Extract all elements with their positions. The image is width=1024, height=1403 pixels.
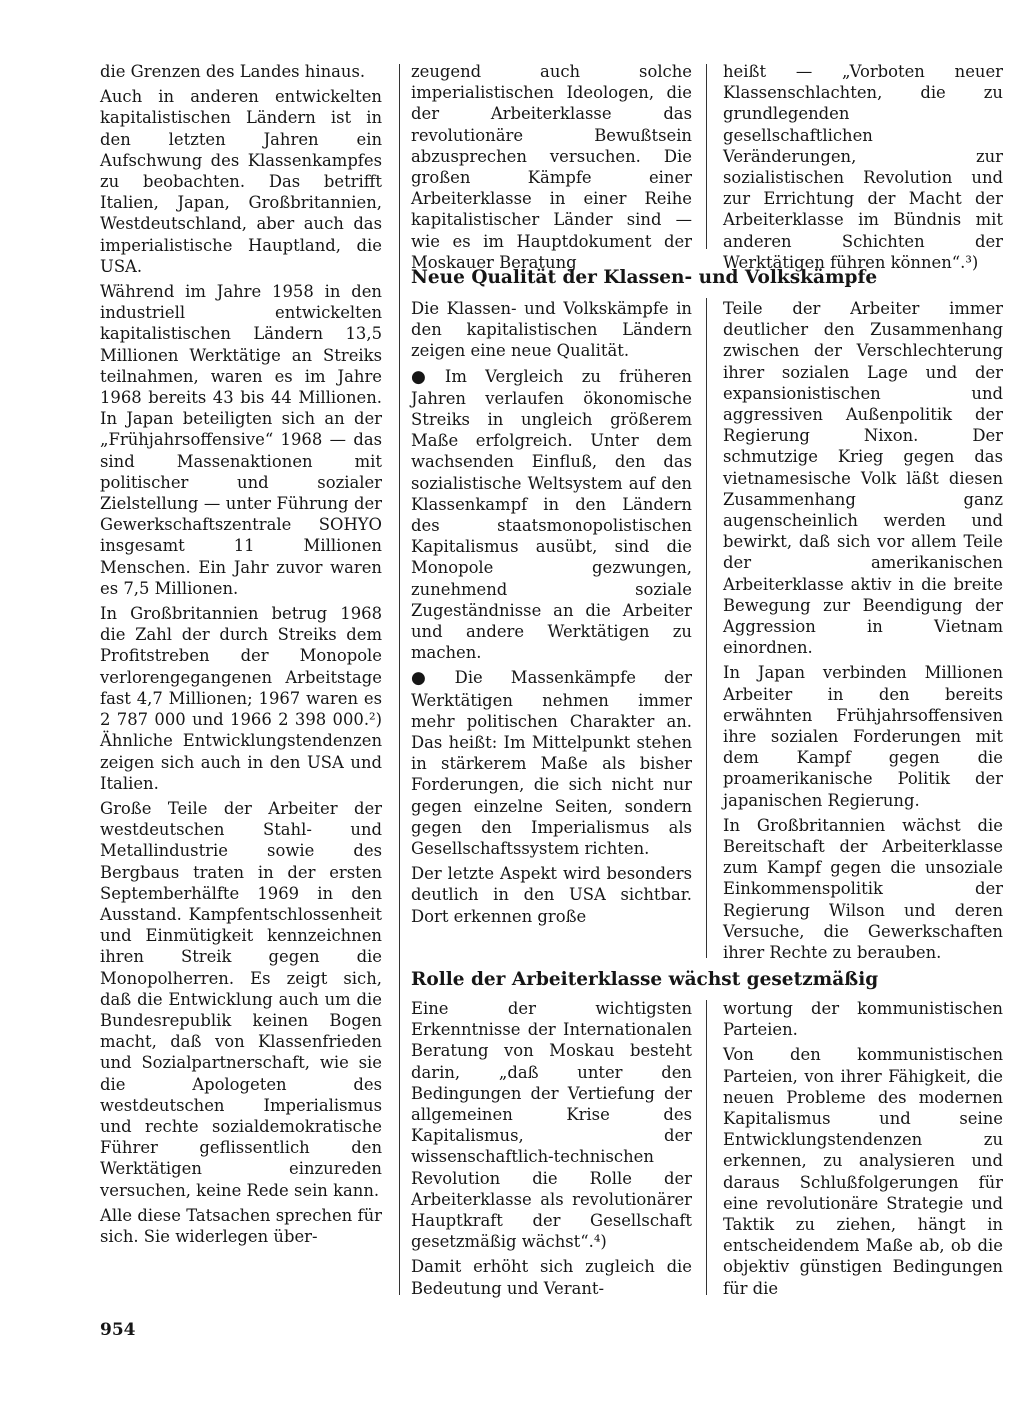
paragraph: Teile der Arbeiter immer deutlicher den Zusammenhang zwischen der Verschlechterung ihrer sozialen Lage und der expansionistischen und aggressiven Außenpolitik der Regierung Nixon. Der schmutzige Krieg gegen das vietnamesische Volk läßt diesen Zusammenhang ganz augenscheinlich werden und bewirkt, daß sich vor allem Teile der amerikanischen Arbeiterklasse aktiv in die breite Bewegung zur Beendigung der Aggression in Vietnam einordnen. (723, 299, 1003, 658)
section-heading: Rolle der Arbeiterklasse wächst gesetzmäßig (411, 969, 879, 990)
paragraph: Der letzte Aspekt wird besonders deutlich in den USA sichtbar. Dort erkennen große (411, 864, 692, 926)
paragraph: In Japan verbinden Millionen Arbeiter in den bereits erwähnten Frühjahrsoffensiven ihre sozialen Forderungen mit dem Kampf gegen die proamerikanische Politik der japanischen Regierung. (723, 663, 1003, 810)
paragraph: Auch in anderen entwickelten kapitalistischen Ländern ist in den letzten Jahren ein Aufschwung des Klassenkampfes zu beobachten. Das betrifft Italien, Japan, Großbritannien, Westdeutschland, aber auch das imperialistische Hauptland, die USA. (100, 87, 382, 276)
column-2-middle (411, 298, 692, 931)
paragraph: heißt — „Vorboten neuer Klassenschlachten, die zu grundlegenden gesellschaftlichen Veränderungen, zur sozialistischen Revolution und zur Errichtung der Macht der Arbeiterklasse im Bündnis mit anderen Schichten der Werktätigen führen können“.³) (723, 62, 1003, 272)
column-3-top (723, 61, 1003, 277)
paragraph: Von den kommunistischen Parteien, von ihrer Fähigkeit, die neuen Probleme des modernen Kapitalismus und seine Entwicklungstendenzen zu erkennen, zu analysieren und daraus Schlußfolgerungen für eine revolutionäre Strategie und Taktik zu ziehen, hängt in entscheidendem Maße ab, ob die objektiv günstigen Bedingungen für die (723, 1045, 1003, 1298)
column-3-bottom (723, 998, 1003, 1303)
paragraph: Damit erhöht sich zugleich die Bedeutung und Verant- (411, 1257, 692, 1298)
paragraph: Alle diese Tatsachen sprechen für sich. Sie widerlegen über- (100, 1205, 382, 1246)
paragraph: Eine der wichtigsten Erkenntnisse der Internationalen Beratung von Moskau besteht darin, „daß unter den Bedingungen der Vertiefung der allgemeinen Krise des Kapitalismus, der wissenschaftlich-technischen Revolution die Rolle der Arbeiterklasse als revolutionärer Hauptkraft der Gesellschaft gesetzmäßig wächst“.⁴) (411, 999, 692, 1252)
column-rule (706, 64, 707, 249)
paragraph: zeugend auch solche imperialistischen Ideologen, die der Arbeiterklasse das revolutionäre Bewußtsein abzusprechen versuchen. Die großen Kämpfe einer Arbeiterklasse in einer Reihe kapitalistischer Länder sind — wie es im Hauptdokument der Moskauer Beratung (411, 62, 692, 272)
page-number: 954 (100, 1320, 136, 1340)
column-1 (100, 61, 382, 1251)
bullet-icon: ● (411, 668, 449, 689)
bullet-paragraph (411, 667, 692, 859)
column-rule (399, 64, 400, 1295)
bullet-icon: ● (411, 366, 439, 387)
paragraph-text: Im Vergleich zu früheren Jahren verlaufen ökonomische Streiks in ungleich größerem Maße erfolgreich. Unter dem wachsenden Einfluß, den das sozialistische Weltsystem auf den Klassenkampf in den Ländern des staatsmonopolistischen Kapitalismus ausübt, sind die Monopole gezwungen, zunehmend soziale Zugeständnisse an die Arbeiter und andere Werktätigen zu machen. (411, 366, 692, 663)
column-rule (706, 1000, 707, 1295)
bullet-paragraph (411, 366, 692, 664)
column-2-bottom (411, 998, 692, 1303)
paragraph: Große Teile der Arbeiter der westdeutschen Stahl- und Metallindustrie sowie des Bergbaus traten in der ersten Septemberhälfte 1969 in den Ausstand. Kampfentschlossenheit und Einmütigkeit kennzeichnen ihren Streik gegen die Monopolherren. Es zeigt sich, daß die Entwicklung auch um die Bundesrepublik keinen Bogen macht, daß von Klassenfrieden und Sozialpartnerschaft, wie sie die Apologeten des westdeutschen Imperialismus und rechte sozialdemokratische Führer geflissentlich den Werktätigen einzureden versuchen, keine Rede sein kann. (100, 798, 382, 1200)
paragraph: Während im Jahre 1958 in den industriell entwickelten kapitalistischen Ländern 13,5 Millionen Werktätige an Streiks teilnahmen, waren es im Jahre 1968 bereits 43 bis 44 Millionen. In Japan beteiligten sich an der „Frühjahrsoffensive“ 1968 — das sind Massenaktionen mit politischer und sozialer Zielstellung — unter Führung der Gewerkschaftszentrale SOHYO insgesamt 11 Millionen Menschen. Ein Jahr zuvor waren es 7,5 Millionen. (100, 282, 382, 598)
paragraph: In Großbritannien betrug 1968 die Zahl der durch Streiks dem Profitstreben der Monopole verlorengegangenen Arbeitstage fast 4,7 Millionen; 1967 waren es 2 787 000 und 1966 2 398 000.²) Ähnliche Entwicklungstendenzen zeigen sich auch in den USA und Italien. (100, 604, 382, 793)
column-rule (706, 298, 707, 958)
paragraph-text: Die Massenkämpfe der Werktätigen nehmen immer mehr politischen Charakter an. Das heißt: Im Mittelpunkt stehen in stärkerem Maße als bisher Forderungen, die sich nicht nur gegen einzelne Seiten, sondern gegen den Imperialismus als Gesellschaftssystem richten. (411, 668, 692, 859)
paragraph: wortung der kommunistischen Parteien. (723, 999, 1003, 1040)
paragraph: In Großbritannien wächst die Bereitschaft der Arbeiterklasse zum Kampf gegen die unsoziale Einkommenspolitik der Regierung Wilson und deren Versuche, die Gewerkschaften ihrer Rechte zu berauben. (723, 815, 1003, 963)
paragraph: die Grenzen des Landes hinaus. (100, 62, 366, 81)
section-heading: Neue Qualität der Klassen- und Volkskämpfe (411, 267, 878, 288)
column-2-top (411, 61, 692, 277)
paragraph: Die Klassen- und Volkskämpfe in den kapitalistischen Ländern zeigen eine neue Qualität. (411, 299, 692, 361)
column-3-middle (723, 298, 1003, 967)
